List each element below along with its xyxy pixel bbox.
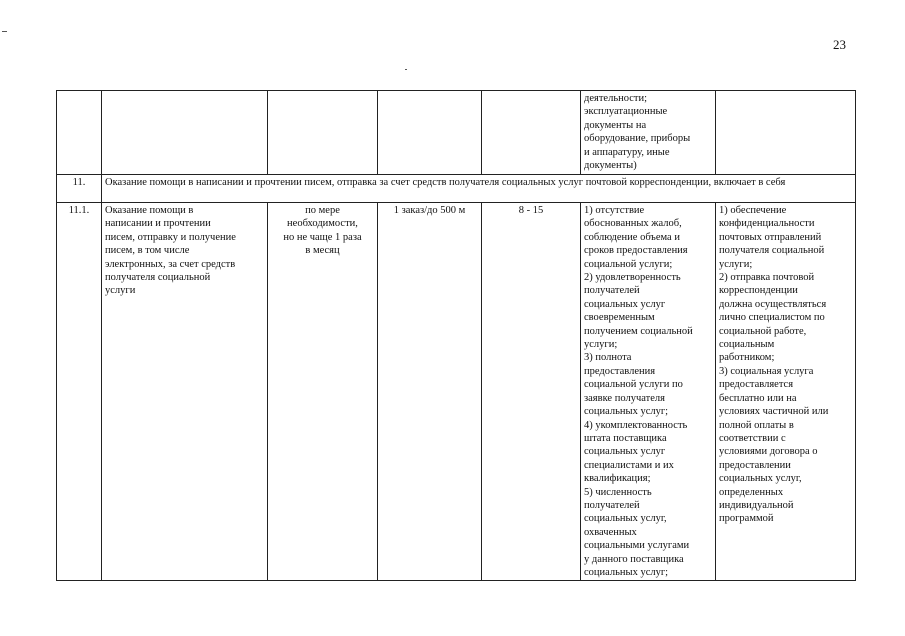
scan-speck bbox=[2, 31, 7, 32]
table-cell bbox=[482, 91, 581, 175]
item-number-cell: 11.1. bbox=[57, 203, 102, 581]
scan-speck bbox=[405, 69, 407, 70]
periodicity-cell: по мере необходимости, но не чаще 1 раза в месяц bbox=[268, 203, 378, 581]
table-row-continuation bbox=[57, 91, 856, 175]
duration-cell: 8 - 15 bbox=[482, 203, 581, 581]
table-cell bbox=[102, 91, 268, 175]
service-name-cell: Оказание помощи в написании и прочтении писем, отправку и получение писем, в том числе электронных, за счет средств получателя социальной услуги bbox=[102, 203, 268, 581]
table-cell bbox=[716, 91, 856, 175]
table-row-section bbox=[57, 175, 856, 203]
table-row-item bbox=[57, 203, 856, 581]
table-cell bbox=[378, 91, 482, 175]
quality-indicators-continuation-cell: деятельности; эксплуатационные документы на оборудование, приборы и аппаратуру, иные документы) bbox=[581, 91, 716, 175]
volume-cell: 1 заказ/до 500 м bbox=[378, 203, 482, 581]
section-number-cell: 11. bbox=[57, 175, 102, 203]
conditions-cell: 1) обеспечение конфиденциальности почтовых отправлений получателя социальной услуги; 2) отправка почтовой корреспонденции должна осуществляться лично специалистом по социальной работе, социальным работником; 3) социальная услуга предоставляется бесплатно или на условиях частичной или полной оплаты в соответствии с условиями договора о предоставлении социальных услуг, определенных индивидуальной программой bbox=[716, 203, 856, 581]
table-cell bbox=[268, 91, 378, 175]
table-cell bbox=[57, 91, 102, 175]
services-table bbox=[56, 90, 856, 581]
quality-indicators-cell: 1) отсутствие обоснованных жалоб, соблюдение объема и сроков предоставления социальной услуги; 2) удовлетворенность получателей социальных услуг своевременным получением социальной услуги; 3) полнота предоставления социальной услуги по заявке получателя социальных услуг; 4) укомплектованность штата поставщика социальных услуг специалистами и их квалификация; 5) численность получателей социальных услуг, охваченных социальными услугами у данного поставщика социальных услуг; bbox=[581, 203, 716, 581]
section-title-cell: Оказание помощи в написании и прочтении писем, отправка за счет средств получателя социальных услуг почтовой корреспонденции, включает в себя bbox=[102, 175, 856, 203]
page-number: 23 bbox=[833, 37, 846, 52]
